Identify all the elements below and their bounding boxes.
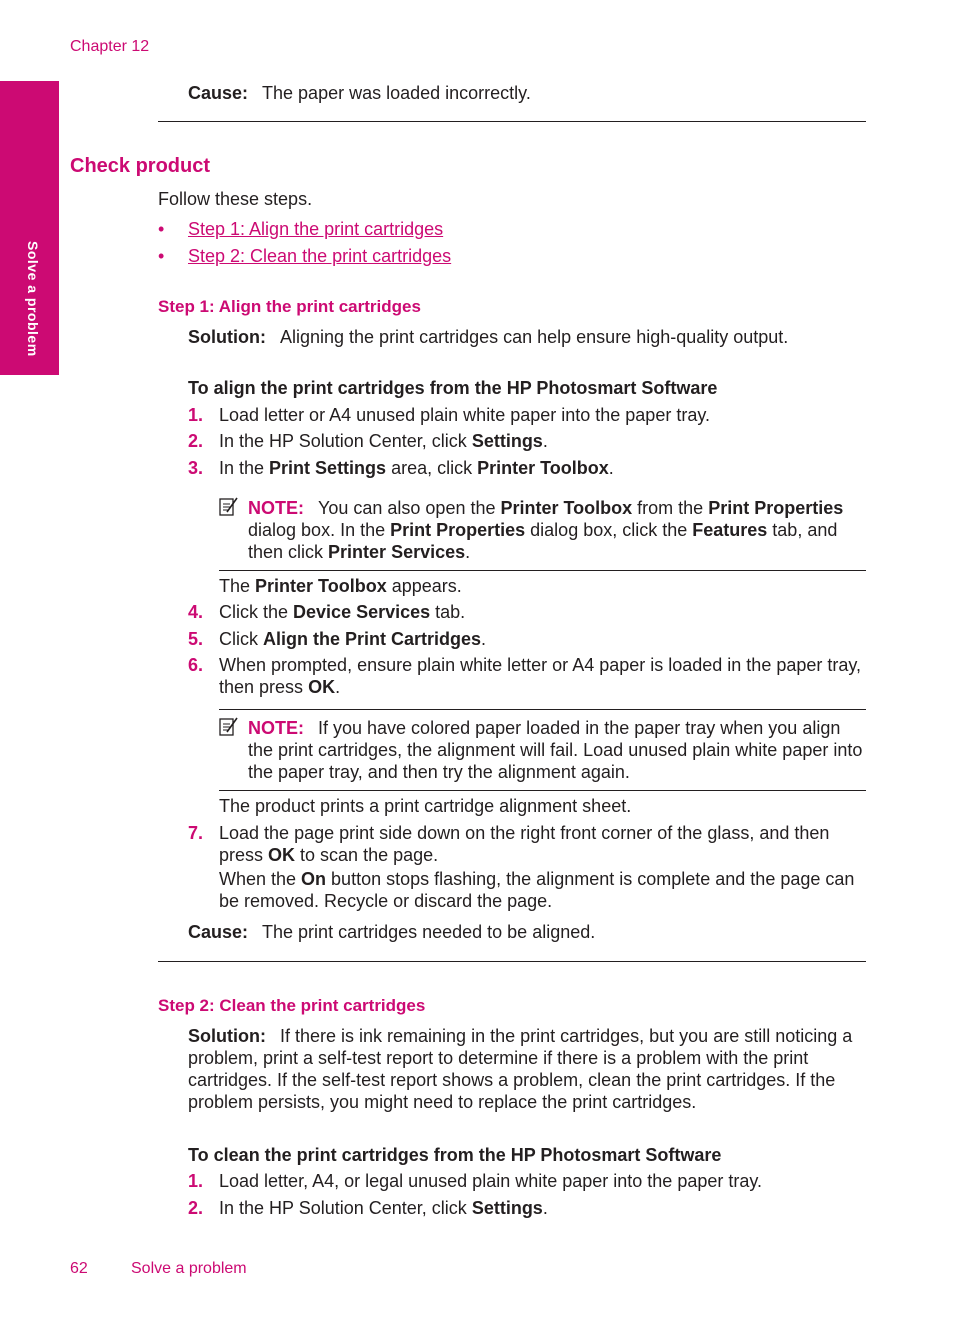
alignment-sheet-text: The product prints a print cartridge alignment sheet. [219,796,632,816]
step1-item-7: Load the page print side down on the right front corner of the glass, and then press OK to scan the page. [219,823,830,865]
step1-item-2: In the HP Solution Center, click Settings. [219,431,548,451]
step1-procedure-title: To align the print cartridges from the HP Photosmart Software [188,378,718,398]
step-number: 7. [188,823,204,843]
note-1: NOTE: You can also open the Printer Toolbox from the Print Properties dialog box. In the Print Properties dialog box, click the Features tab, and then click Printer Services. [248,498,844,562]
cause-label: Cause: [188,83,249,103]
solution-label: Solution: [188,327,266,347]
step-number: 3. [188,458,204,478]
side-tab-label: Solve a problem [25,241,41,357]
note-label: NOTE: [248,498,304,518]
step2-item-2: In the HP Solution Center, click Settings. [219,1198,548,1218]
note-divider [219,570,866,571]
link-step-2[interactable]: Step 2: Clean the print cartridges [188,246,452,266]
step1-item-1: Load letter or A4 unused plain white paper into the paper tray. [219,405,710,425]
section-title: Check product [70,155,211,177]
step1-item-4: Click the Device Services tab. [219,602,466,622]
note-divider [219,790,866,791]
note-label: NOTE: [248,718,304,738]
step-number: 1. [188,405,204,425]
cause-paragraph [188,82,868,104]
divider [158,961,866,962]
step2-solution: Solution: If there is ink remaining in the print cartridges, but you are still noticing a problem, print a self-test report to determine if there is a problem with the print cartridges. If the self-test report shows a problem, clean the print cartridges. If the problem persists, you might need to replace the print cartridges. [188,1026,853,1112]
step1-item-5: Click Align the Print Cartridges. [219,629,487,649]
note-icon [219,717,239,737]
note-icon [219,497,239,517]
step-number: 4. [188,602,204,622]
step2-procedure-title: To clean the print cartridges from the HP Photosmart Software [188,1145,722,1165]
step-number: 2. [188,1198,204,1218]
step1-item-6: When prompted, ensure plain white letter or A4 paper is loaded in the paper tray, then press OK. [219,655,862,697]
toolbox-appears-text: The Printer Toolbox appears. [219,576,462,596]
note-2: NOTE: If you have colored paper loaded in the paper tray when you align the print cartridges, the alignment will fail. Load unused plain white paper into the paper tray, and then try the alignment again. [248,718,863,782]
solution-label: Solution: [188,1026,266,1046]
step1-item-7-continued: When the On button stops flashing, the alignment is complete and the page can be removed. Recycle or discard the page. [219,869,855,911]
bullet: • [158,246,165,266]
step1-item-3: In the Print Settings area, click Printer Toolbox. [219,458,614,478]
bullet: • [158,219,165,239]
step1-heading: Step 1: Align the print cartridges [158,297,421,316]
step-number: 1. [188,1171,204,1191]
chapter-header: Chapter 12 [70,38,150,55]
step-number: 6. [188,655,204,675]
step-number: 5. [188,629,204,649]
solution-text: Aligning the print cartridges can help ensure high-quality output. [279,327,789,347]
step1-solution [188,326,868,348]
intro-text: Follow these steps. [158,189,313,209]
step-number: 2. [188,431,204,451]
link-step-1[interactable]: Step 1: Align the print cartridges [188,219,444,239]
footer-section-title: Solve a problem [131,1260,247,1277]
cause-label: Cause: [188,922,249,942]
divider [158,121,866,122]
step2-item-1: Load letter, A4, or legal unused plain white paper into the paper tray. [219,1171,763,1191]
page-number: 62 [70,1260,88,1277]
note-divider [219,709,866,710]
step1-cause: Cause: The print cartridges needed to be aligned. [188,922,596,942]
cause-text: The paper was loaded incorrectly. [262,83,531,103]
step2-heading: Step 2: Clean the print cartridges [158,996,426,1015]
